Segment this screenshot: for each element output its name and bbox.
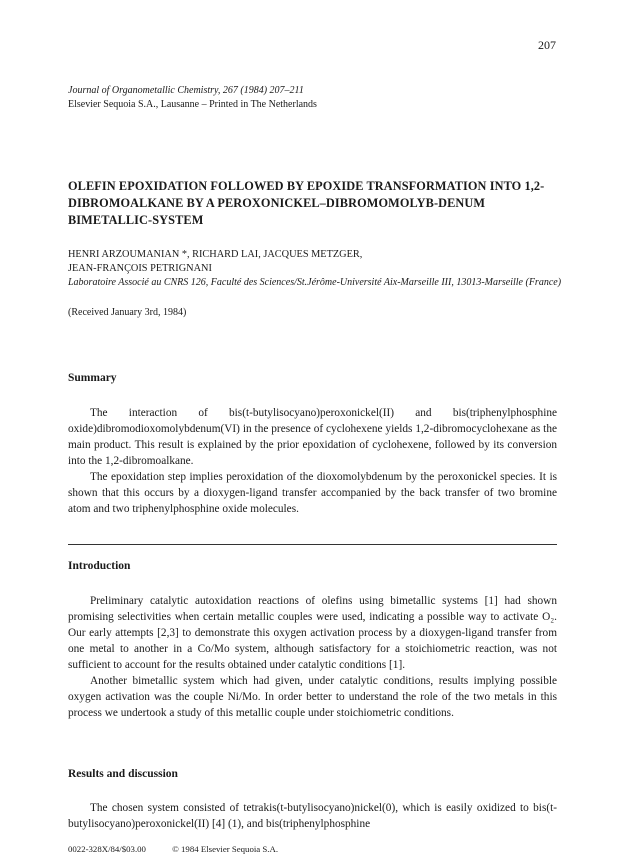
authors xyxy=(68,248,362,276)
results-paragraph-1: The chosen system consisted of tetrakis(t-butylisocyano)nickel(0), which is easily oxidized to bis(t-butylisocyano)peroxonickel(II) [4] (1), and bis(triphenylphosphine xyxy=(68,802,557,830)
affiliation: Laboratoire Associé au CNRS 126, Faculté des Sciences/St.Jérôme-Université Aix-Marseille III, 13013-Marseille (France) xyxy=(68,277,562,288)
introduction-body xyxy=(68,593,557,721)
footer-copyright: © 1984 Elsevier Sequoia S.A. xyxy=(172,844,279,854)
authors-line-2: JEAN-FRANÇOIS PETRIGNANI xyxy=(68,263,212,274)
page-number: 207 xyxy=(538,38,556,52)
section-divider xyxy=(68,544,557,545)
introduction-paragraph-2: Another bimetallic system which had given, under catalytic conditions, results implying possible oxygen activation was the couple Ni/Mo. In order better to understand the role of the two metals in this process we undertook a study of this metallic couple under stoichiometric conditions. xyxy=(68,675,557,719)
summary-paragraph-1: The interaction of bis(t-butylisocyano)peroxonickel(II) and bis(triphenylphosphine oxide)dibromodioxomolybdenum(VI) in the presence of cyclohexene yields 1,2-dibromocyclohexane as the main product. This result is explained by the prior epoxidation of cyclohexene, followed by its conversion into the 1,2-dibromoalkane. xyxy=(68,407,557,467)
journal-info xyxy=(68,84,317,112)
authors-line-1: HENRI ARZOUMANIAN *, RICHARD LAI, JACQUES METZGER, xyxy=(68,249,363,260)
introduction-heading: Introduction xyxy=(68,560,131,572)
summary-heading: Summary xyxy=(68,372,117,384)
summary-paragraph-2: The epoxidation step implies peroxidation of the dioxomolybdenum by the peroxonickel species. It is shown that this occurs by a dioxygen-ligand transfer accompanied by the back transfer of two bromine atom and two triphenylphosphine oxide molecules. xyxy=(68,471,557,515)
results-heading: Results and discussion xyxy=(68,768,178,780)
summary-body xyxy=(68,405,557,517)
footer xyxy=(68,844,302,854)
results-body xyxy=(68,800,557,832)
introduction-paragraph-1: Preliminary catalytic autoxidation reactions of olefins using bimetallic systems [1] had shown promising selectivities when certain metallic couples were used, indicating a possible way to activate O₂. Our early attempts [2,3] to demonstrate this oxygen activation process by a dioxygen-ligand transfer from one metal to another in a Co/Mo system, although satisfactory for a stoichiometric reaction, was not sufficient to account for the results obtained under catalytic conditions [1]. xyxy=(68,595,557,671)
article-title: OLEFIN EPOXIDATION FOLLOWED BY EPOXIDE TRANSFORMATION INTO 1,2-DIBROMOALKANE BY A PEROXONICKEL–DIBROMOMOLYB-DENUM BIMETALLIC-SYSTEM xyxy=(68,179,545,227)
received-date: (Received January 3rd, 1984) xyxy=(68,307,187,318)
journal-publisher: Elsevier Sequoia S.A., Lausanne – Printed in The Netherlands xyxy=(68,99,317,110)
footer-code: 0022-328X/84/$03.00 xyxy=(68,844,146,854)
journal-citation: Journal of Organometallic Chemistry, 267 (1984) 207–211 xyxy=(68,85,304,96)
